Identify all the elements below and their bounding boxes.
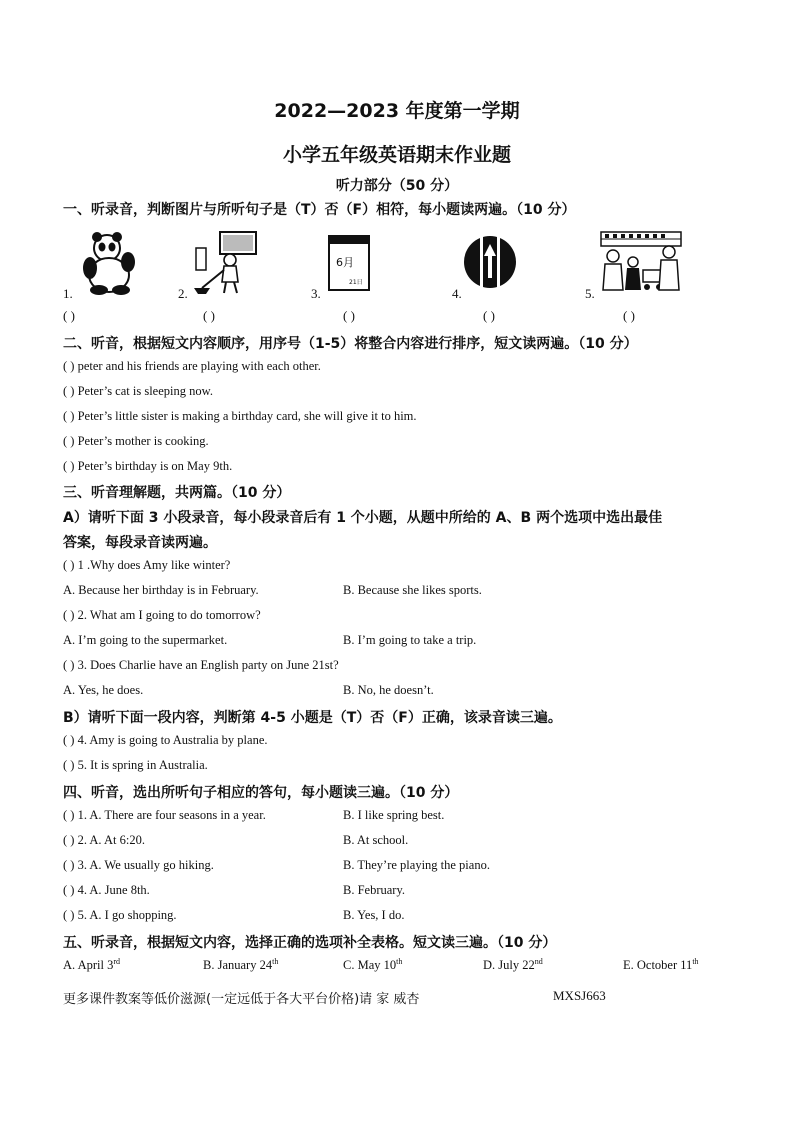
footer-note	[63, 988, 606, 1007]
part5-option-b: B. January 24th	[203, 957, 279, 973]
calendar-month: 6月	[336, 256, 354, 269]
part2-item[interactable]: ( ) peter and his friends are playing with each other.	[63, 359, 321, 373]
part1-answer-1[interactable]: ( )	[63, 308, 75, 323]
part3-option-b: B. No, he doesn’t.	[343, 683, 434, 697]
part1-picture-row	[0, 230, 794, 302]
part5-heading: 五、听录音，根据短文内容，选择正确的选项补全表格。短文读三遍。（10 分）	[63, 935, 557, 951]
part4-item-b: B. I like spring best.	[343, 808, 445, 822]
exam-year-title: 2022—2023 年度第一学期	[274, 100, 520, 122]
part5-option-c: C. May 10th	[343, 957, 403, 973]
part4-item-b: B. February.	[343, 883, 406, 897]
part3-heading: 三、听音理解题，共两篇。（10 分）	[63, 485, 291, 501]
part4-item-b: B. They’re playing the piano.	[343, 858, 490, 872]
part3-b-item[interactable]: ( ) 5. It is spring in Australia.	[63, 758, 208, 772]
part1-answer-4[interactable]: ( )	[483, 308, 495, 323]
road-arrow-icon	[462, 230, 518, 294]
part1-item-2	[178, 230, 268, 302]
part4-item-b: B. Yes, I do.	[343, 908, 405, 922]
part1-item-3	[311, 230, 391, 302]
part3-question[interactable]: ( ) 2. What am I going to do tomorrow?	[63, 608, 261, 622]
part3-option-b: B. I’m going to take a trip.	[343, 633, 477, 647]
part3-b-item[interactable]: ( ) 4. Amy is going to Australia by plane.	[63, 733, 268, 747]
part2-item[interactable]: ( ) Peter’s cat is sleeping now.	[63, 384, 213, 398]
item-number: 2.	[178, 286, 188, 301]
part4-item-a[interactable]: ( ) 1. A. There are four seasons in a year.	[63, 808, 266, 822]
part1-answer-2[interactable]: ( )	[203, 308, 215, 323]
part5-option-a: A. April 3rd	[63, 957, 121, 973]
footer-code: MXSJ663	[553, 988, 606, 1003]
part3-option-b: B. Because she likes sports.	[343, 583, 482, 597]
footer-text: 更多课件教案等低价滋源(一定远低于各大平台价格)请 家 威杏	[63, 992, 420, 1007]
part1-answer-3[interactable]: ( )	[343, 308, 355, 323]
part3-question[interactable]: ( ) 3. Does Charlie have an English party on June 21st?	[63, 658, 339, 672]
part2-heading: 二、听音，根据短文内容顺序，用序号（1-5）将整合内容进行排序，短文读两遍。（10 分）	[63, 336, 638, 352]
listening-section-label: 听力部分（50 分）	[335, 178, 459, 194]
calendar-icon	[325, 230, 375, 294]
part5-option-d: D. July 22nd	[483, 957, 543, 973]
item-number: 3.	[311, 286, 321, 301]
part2-item[interactable]: ( ) Peter’s birthday is on May 9th.	[63, 459, 233, 473]
part1-item-4	[452, 230, 532, 302]
part1-item-5	[585, 230, 685, 302]
part4-item-a[interactable]: ( ) 5. A. I go shopping.	[63, 908, 177, 922]
part2-item[interactable]: ( ) Peter’s little sister is making a birthday card, she will give it to him.	[63, 409, 417, 423]
part4-item-b: B. At school.	[343, 833, 409, 847]
part3-option-a: A. I’m going to the supermarket.	[63, 633, 228, 647]
part3-option-a: A. Because her birthday is in February.	[63, 583, 259, 597]
part4-item-a[interactable]: ( ) 2. A. At 6:20.	[63, 833, 145, 847]
family-shopping-icon	[599, 230, 683, 294]
exam-title: 小学五年级英语期末作业题	[282, 144, 511, 166]
part1-answer-5[interactable]: ( )	[623, 308, 635, 323]
part3-a-heading-cont: 答案，每段录音读两遍。	[63, 535, 217, 551]
part1-heading: 一、听录音，判断图片与所听句子是（T）否（F）相符，每小题读两遍。（10 分）	[63, 202, 576, 218]
part4-heading: 四、听音，选出所听句子相应的答句，每小题读三遍。（10 分）	[63, 785, 459, 801]
part3-option-a: A. Yes, he does.	[63, 683, 144, 697]
item-number: 5.	[585, 286, 595, 301]
part1-item-1	[63, 230, 153, 302]
calendar-day: 21日	[349, 279, 363, 286]
item-number: 4.	[452, 286, 462, 301]
panda-icon	[75, 230, 145, 296]
part4-item-a[interactable]: ( ) 3. A. We usually go hiking.	[63, 858, 214, 872]
boy-sweeping-icon	[190, 230, 260, 296]
part3-b-heading: B）请听下面一段内容，判断第 4-5 小题是（T）否（F）正确，该录音读三遍。	[63, 710, 562, 726]
part3-question[interactable]: ( ) 1 .Why does Amy like winter?	[63, 558, 231, 572]
item-number: 1.	[63, 286, 73, 301]
part3-a-heading: A）请听下面 3 小段录音，每小段录音后有 1 个小题，从题中所给的 A、B 两个选项中选出最佳	[63, 510, 663, 526]
part2-item[interactable]: ( ) Peter’s mother is cooking.	[63, 434, 209, 448]
part5-option-e: E. October 11th	[623, 957, 699, 973]
part4-item-a[interactable]: ( ) 4. A. June 8th.	[63, 883, 150, 897]
